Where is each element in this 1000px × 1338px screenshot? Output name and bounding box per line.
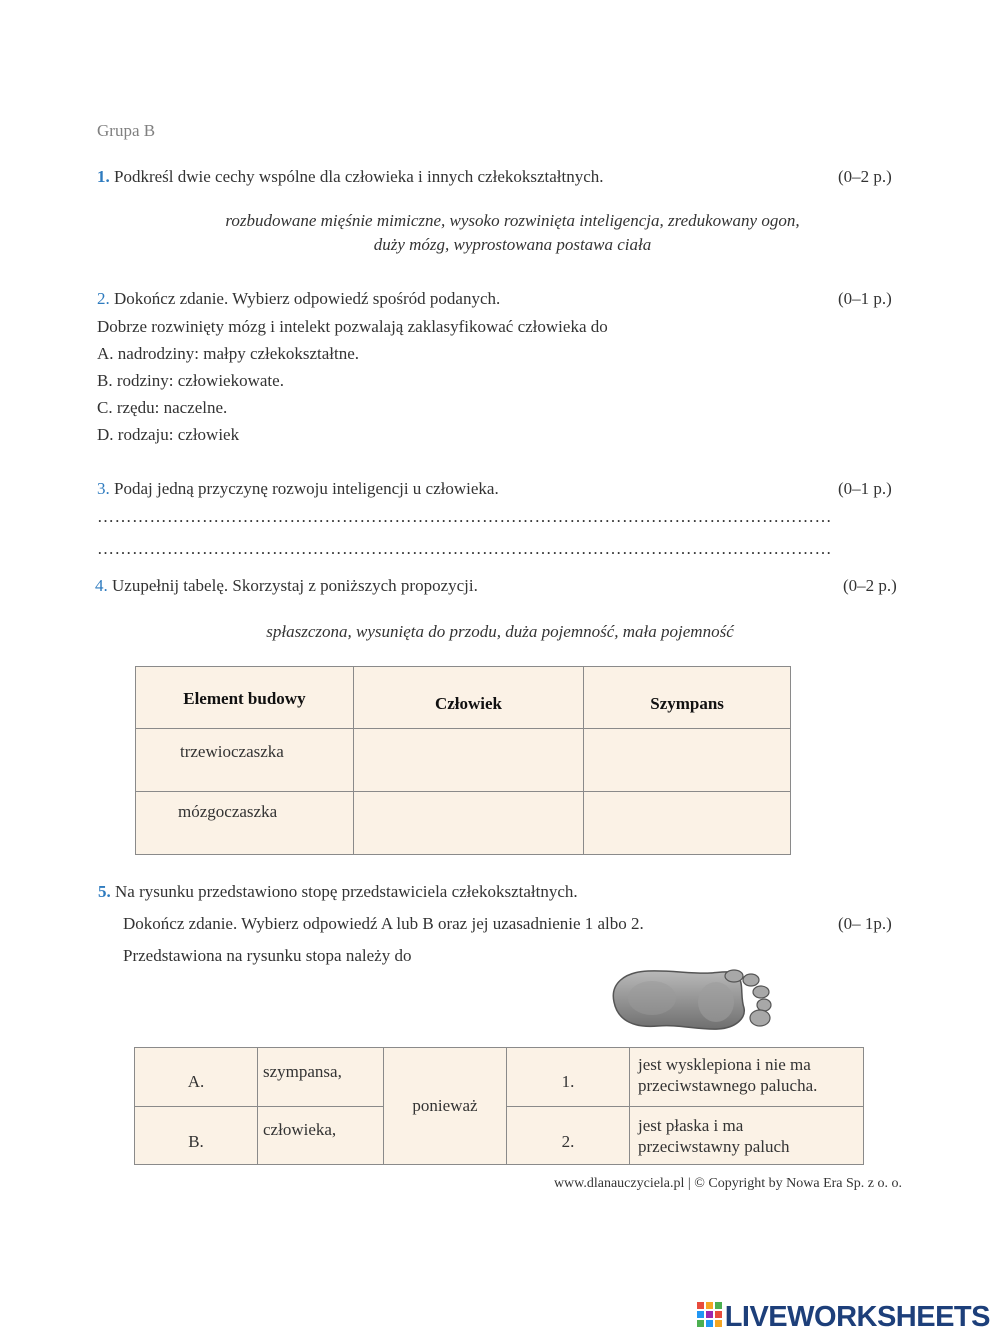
row-element: trzewioczaszka xyxy=(136,729,354,792)
answer-option-a[interactable]: A. nadrodziny: małpy człekokształtne. xyxy=(97,344,359,363)
row-element: mózgoczaszka xyxy=(136,792,354,855)
question-3-points: (0–1 p.) xyxy=(838,479,892,498)
question-3-number: 3. xyxy=(97,479,110,498)
option-a-letter[interactable]: A. xyxy=(135,1048,258,1107)
liveworksheets-logo xyxy=(697,1300,990,1334)
option-b-letter[interactable]: B. xyxy=(135,1107,258,1165)
answer-line-1[interactable]: ……………………………………………………………………………………………………………… xyxy=(97,507,832,526)
copyright-footer[interactable]: www.dlanauczyciela.pl | © Copyright by Nowa Era Sp. z o. o. xyxy=(553,1176,902,1191)
reason-1-line-1: jest wysklepiona i nie ma xyxy=(638,1055,811,1074)
question-4-points: (0–2 p.) xyxy=(843,576,897,595)
reason-1-line-2: przeciwstawnego palucha. xyxy=(638,1076,818,1095)
question-4-number: 4. xyxy=(95,576,108,595)
answer-option-c[interactable]: C. rzędu: naczelne. xyxy=(97,398,228,417)
question-2 xyxy=(97,289,500,309)
question-5-instruction: Dokończ zdanie. Wybierz odpowiedź A lub B oraz jej uzasadnienie 1 albo 2. xyxy=(123,914,644,933)
table-row xyxy=(135,1048,864,1107)
table-row xyxy=(136,729,791,792)
question-1-options-line-2[interactable]: duży mózg, wyprostowana postawa ciała xyxy=(373,235,652,254)
question-2-text: Dokończ zdanie. Wybierz odpowiedź spośród podanych. xyxy=(114,289,501,308)
cell-szympans-trzewioczaszka[interactable] xyxy=(584,729,791,792)
answer-line-2[interactable]: ……………………………………………………………………………………………………………… xyxy=(97,539,832,558)
question-1-text: Podkreśl dwie cechy wspólne dla człowieka i innych człekokształtnych. xyxy=(114,167,604,186)
foot-answer-table xyxy=(134,1047,864,1165)
question-5-stem: Przedstawiona na rysunku stopa należy do xyxy=(123,946,412,965)
foot-illustration xyxy=(606,962,776,1034)
answer-option-b[interactable]: B. rodziny: człowiekowate. xyxy=(97,371,284,390)
liveworksheets-logo-text: LIVEWORKSHEETS xyxy=(724,1300,990,1333)
question-5-points: (0– 1p.) xyxy=(838,914,892,933)
cell-szympans-mozgoczaszka[interactable] xyxy=(584,792,791,855)
question-4-text: Uzupełnij tabelę. Skorzystaj z poniższych propozycji. xyxy=(112,576,478,595)
question-3-text: Podaj jedną przyczynę rozwoju inteligencji u człowieka. xyxy=(114,479,499,498)
answer-option-d[interactable]: D. rodzaju: człowiek xyxy=(97,425,240,444)
cell-czlowiek-trzewioczaszka[interactable] xyxy=(353,729,583,792)
table-row xyxy=(136,792,791,855)
liveworksheets-logo-icon xyxy=(697,1302,723,1332)
group-label: Grupa B xyxy=(97,121,156,140)
header-szympans: Szympans xyxy=(584,667,791,729)
header-element: Element budowy xyxy=(136,667,354,729)
header-czlowiek: Człowiek xyxy=(353,667,583,729)
question-2-stem: Dobrze rozwinięty mózg i intelekt pozwalają zaklasyfikować człowieka do xyxy=(97,317,608,336)
question-1 xyxy=(97,167,604,187)
option-b-text[interactable]: człowieka, xyxy=(258,1107,384,1165)
question-2-points: (0–1 p.) xyxy=(838,289,892,308)
question-1-options-line-1[interactable]: rozbudowane mięśnie mimiczne, wysoko rozwinięta inteligencja, zredukowany ogon, xyxy=(225,211,800,230)
table-header-row xyxy=(136,667,791,729)
skull-table xyxy=(135,666,791,855)
reason-2-line-2: przeciwstawny paluch xyxy=(638,1137,790,1156)
question-1-points: (0–2 p.) xyxy=(838,167,892,186)
question-5-text: Na rysunku przedstawiono stopę przedstawiciela człekokształtnych. xyxy=(115,882,578,901)
question-4 xyxy=(95,576,478,596)
connector: ponieważ xyxy=(384,1048,507,1165)
question-4-options: spłaszczona, wysunięta do przodu, duża pojemność, mała pojemność xyxy=(266,622,734,641)
reason-1-text[interactable] xyxy=(630,1048,864,1107)
reason-1-number[interactable]: 1. xyxy=(507,1048,630,1107)
reason-2-text[interactable] xyxy=(630,1107,864,1165)
question-3 xyxy=(97,479,499,499)
question-2-number: 2. xyxy=(97,289,110,308)
cell-czlowiek-mozgoczaszka[interactable] xyxy=(353,792,583,855)
question-5 xyxy=(98,882,578,902)
question-1-number: 1. xyxy=(97,167,110,186)
reason-2-number[interactable]: 2. xyxy=(507,1107,630,1165)
question-5-number: 5. xyxy=(98,882,111,901)
reason-2-line-1: jest płaska i ma xyxy=(638,1116,744,1135)
option-a-text[interactable]: szympansa, xyxy=(258,1048,384,1107)
